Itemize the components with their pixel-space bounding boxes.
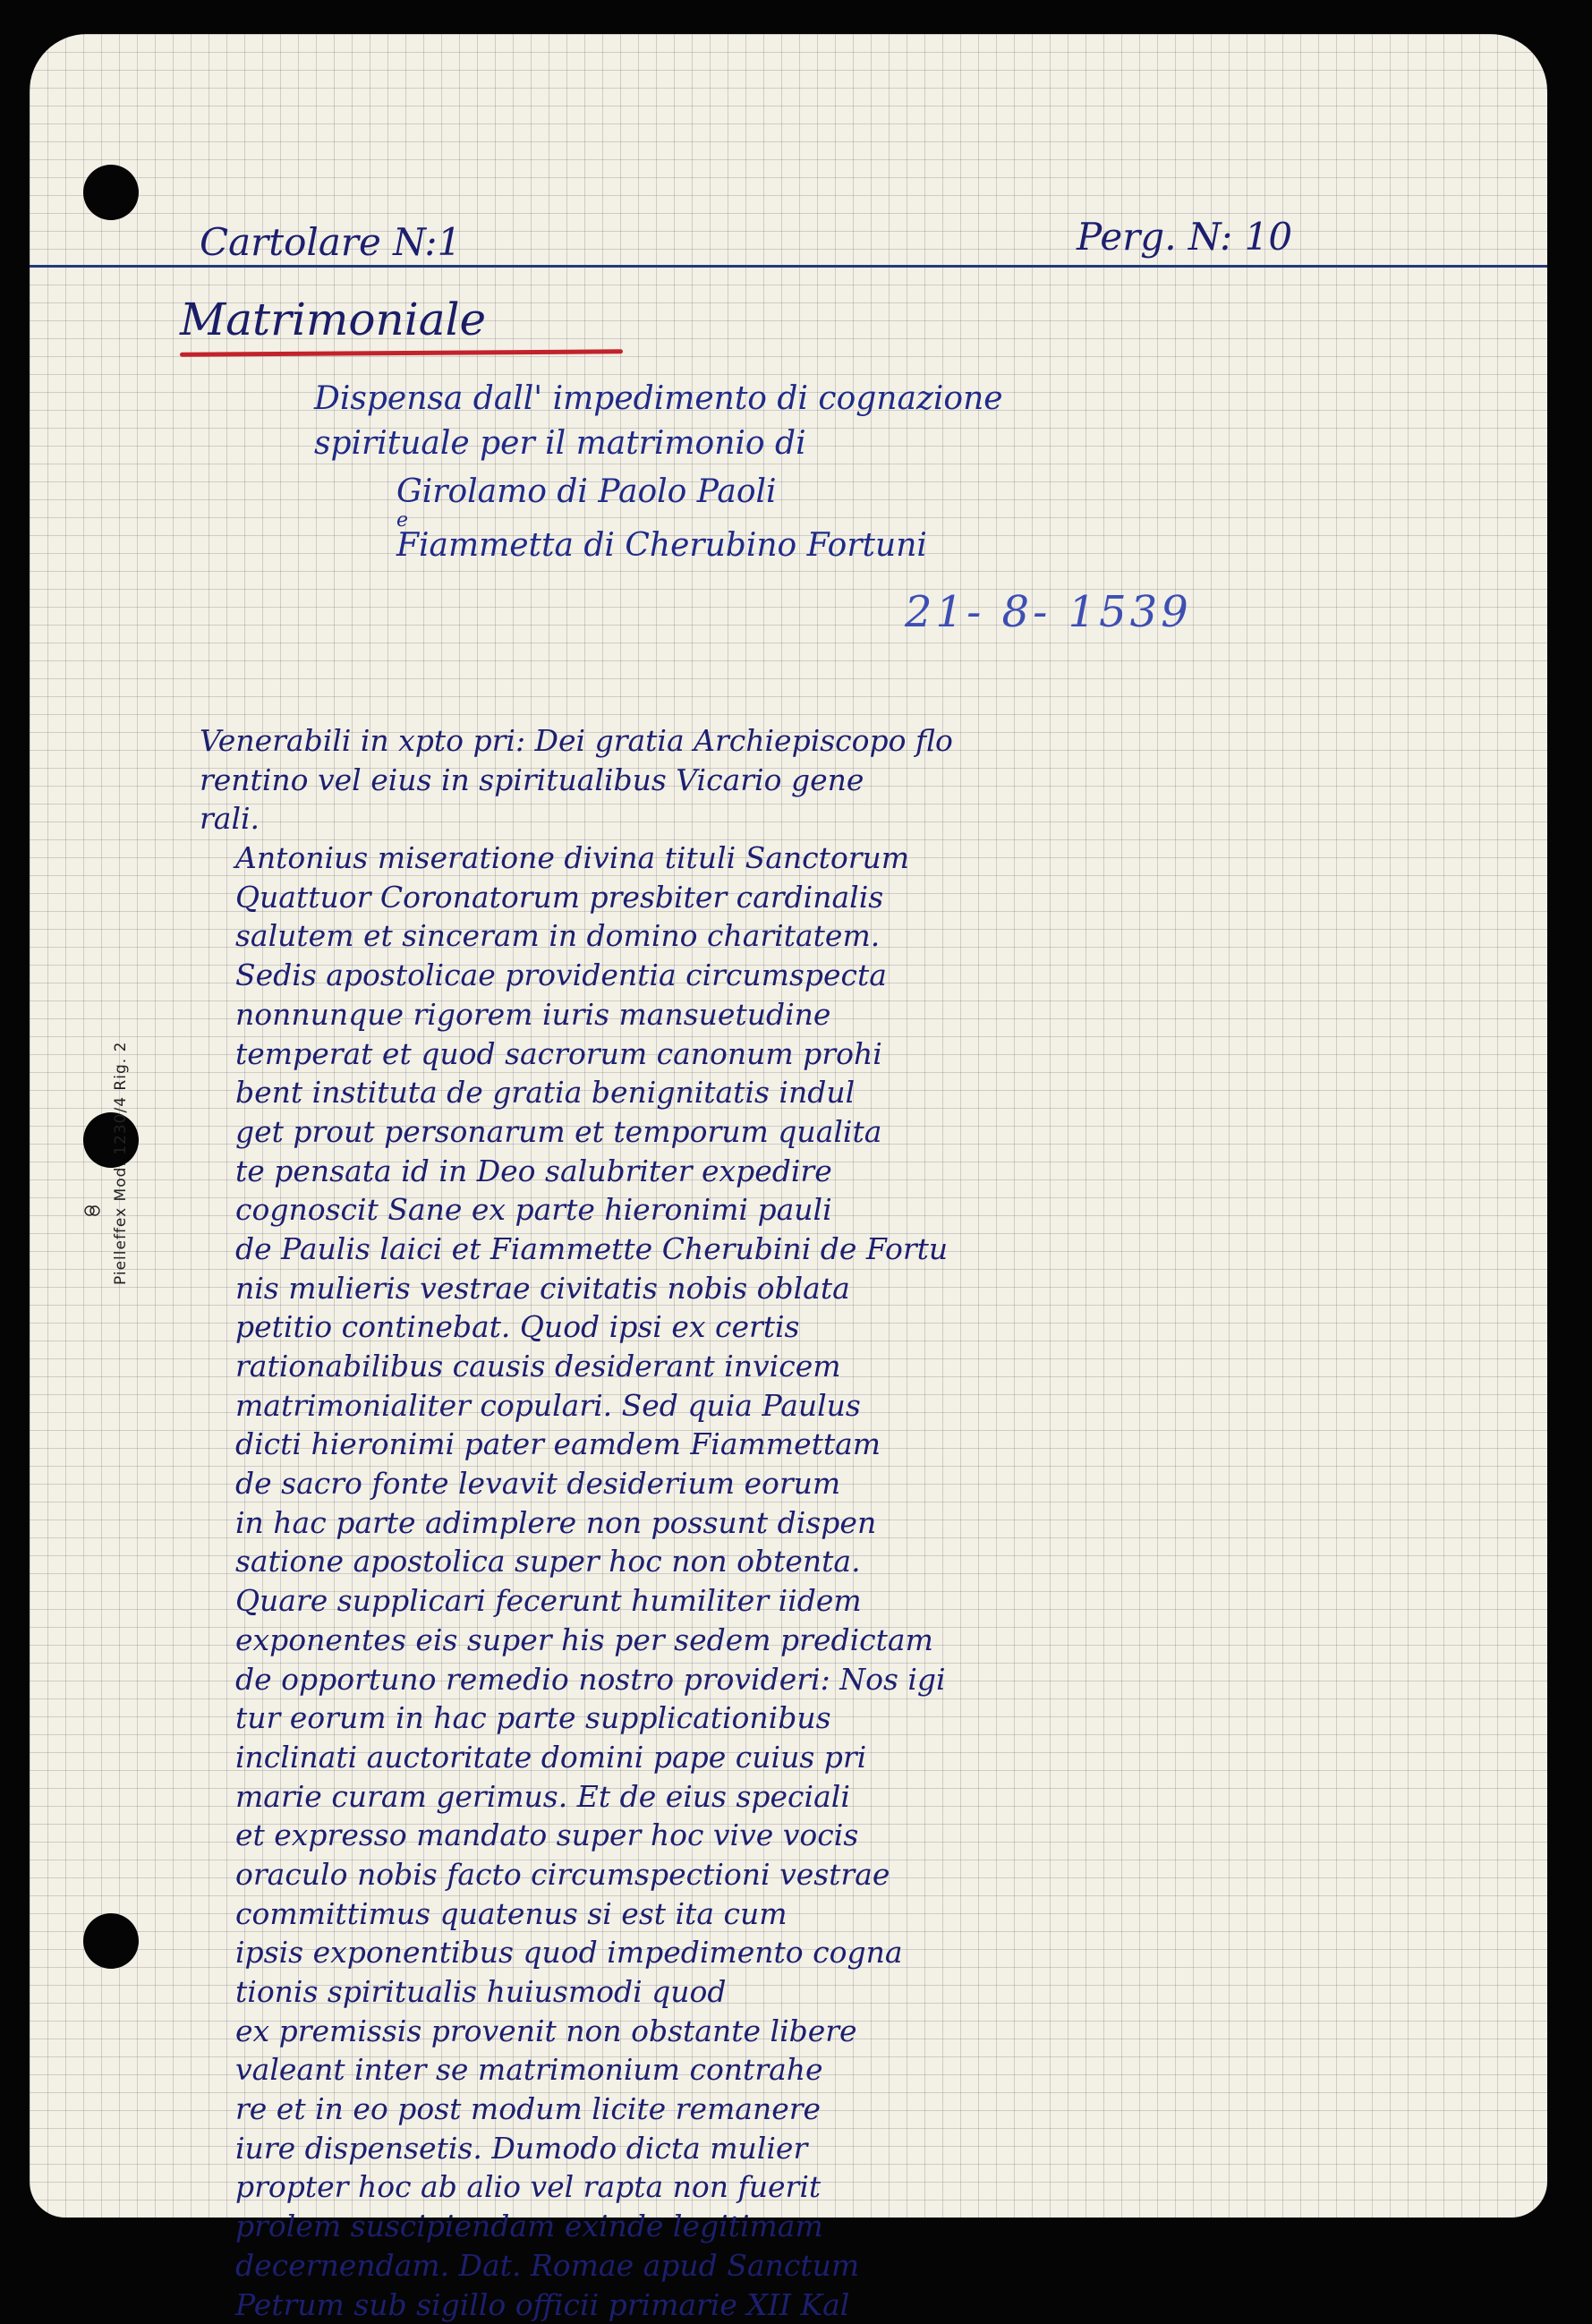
body-line: decernendam. Dat. Romae apud Sanctum <box>200 2246 1515 2286</box>
body-line: iure dispensetis. Dumodo dicta mulier <box>200 2129 1515 2168</box>
body-line: get prout personarum et temporum qualita <box>200 1112 1515 1152</box>
header-pergamena: Perg. N: 10 <box>1077 218 1292 256</box>
punch-hole <box>83 1112 139 1168</box>
body-line: bent instituta de gratia benignitatis indul <box>200 1073 1515 1112</box>
body-line: petitio continebat. Quod ipsi ex certis <box>200 1307 1515 1347</box>
body-line: re et in eo post modum licite remanere <box>200 2090 1515 2129</box>
body-line: tionis spiritualis huiusmodi quod <box>200 1972 1515 2012</box>
body-line: Venerabili in xpto pri: Dei gratia Archiepiscopo flo <box>200 721 1515 761</box>
body-line: rationabilibus causis desiderant invicem <box>200 1347 1515 1386</box>
manufacturer-logo-icon <box>83 1202 101 1220</box>
document-sheet <box>30 34 1547 2218</box>
body-line: matrimonialiter copulari. Sed quia Paulus <box>200 1386 1515 1426</box>
body-line: tur eorum in hac parte supplicationibus <box>200 1698 1515 1738</box>
description-line-2: spirituale per il matrimonio di <box>314 428 806 460</box>
body-line: rali. <box>200 799 1515 839</box>
body-line: satione apostolica super hoc non obtenta. <box>200 1542 1515 1581</box>
body-line: ex premissis provenit non obstante libere <box>200 2012 1515 2051</box>
body-line: marie curam gerimus. Et de eius speciali <box>200 1777 1515 1817</box>
body-line: propter hoc ab alio vel rapta non fuerit <box>200 2167 1515 2207</box>
body-line: temperat et quod sacrorum canonum prohi <box>200 1034 1515 1074</box>
body-line: salutem et sinceram in domino charitatem. <box>200 916 1515 956</box>
body-line: de sacro fonte levavit desiderium eorum <box>200 1464 1515 1503</box>
body-line: dicti hieronimi pater eamdem Fiammettam <box>200 1425 1515 1464</box>
punch-hole <box>83 1913 139 1969</box>
document-title: Matrimoniale <box>180 297 486 342</box>
header-rule <box>30 265 1547 268</box>
body-line: nonnunque rigorem iuris mansuetudine <box>200 995 1515 1034</box>
header-cartolare: Cartolare N:1 <box>200 224 461 261</box>
body-line: Quattuor Coronatorum presbiter cardinalis <box>200 878 1515 917</box>
body-line: committimus quatenus si est ita cum <box>200 1894 1515 1934</box>
body-line: de opportuno remedio nostro provideri: Nos igi <box>200 1660 1515 1699</box>
description-line-1: Dispensa dall' impedimento di cognazione <box>314 383 1003 415</box>
body-line: inclinati auctoritate domini pape cuius pri <box>200 1738 1515 1777</box>
body-line: exponentes eis super his per sedem predictam <box>200 1621 1515 1660</box>
body-line: valeant inter se matrimonium contrahe <box>200 2050 1515 2090</box>
body-line: oraculo nobis facto circumspectioni vestrae <box>200 1855 1515 1894</box>
body-line: Sedis apostolicae providentia circumspecta <box>200 956 1515 995</box>
body-line: prolem suscipiendam exinde legitimam <box>200 2207 1515 2246</box>
body-line: Petrum sub sigillo officii primarie XII Kal <box>200 2286 1515 2324</box>
body-line: de Paulis laici et Fiammette Cherubini de Fortu <box>200 1230 1515 1269</box>
description-line-4: Fiammetta di Cherubino Fortuni <box>396 530 927 562</box>
body-line: te pensata id in Deo salubriter expedire <box>200 1152 1515 1191</box>
body-line: in hac parte adimplere non possunt dispen <box>200 1503 1515 1543</box>
body-line: cognoscit Sane ex parte hieronimi pauli <box>200 1190 1515 1230</box>
body-line: Antonius miseratione divina tituli Sanctorum <box>200 839 1515 878</box>
description-conjunction: e <box>396 511 408 531</box>
document-date: 21- 8- 1539 <box>905 591 1192 634</box>
body-line: nis mulieris vestrae civitatis nobis oblata <box>200 1269 1515 1308</box>
description-line-3: Girolamo di Paolo Paoli <box>396 476 777 508</box>
body-line: ipsis exponentibus quod impedimento cogna <box>200 1933 1515 1972</box>
body-line: et expresso mandato super hoc vive vocis <box>200 1816 1515 1855</box>
body-line: Quare supplicari fecerunt humiliter iidem <box>200 1581 1515 1621</box>
punch-hole <box>83 165 139 220</box>
body-line: rentino vel eius in spiritualibus Vicario gene <box>200 761 1515 800</box>
paper-model-label: Pielleffex Mod. 1230/4 Rig. 2 <box>112 1042 130 1285</box>
title-underline <box>180 349 623 356</box>
transcription-body <box>200 721 1515 2324</box>
